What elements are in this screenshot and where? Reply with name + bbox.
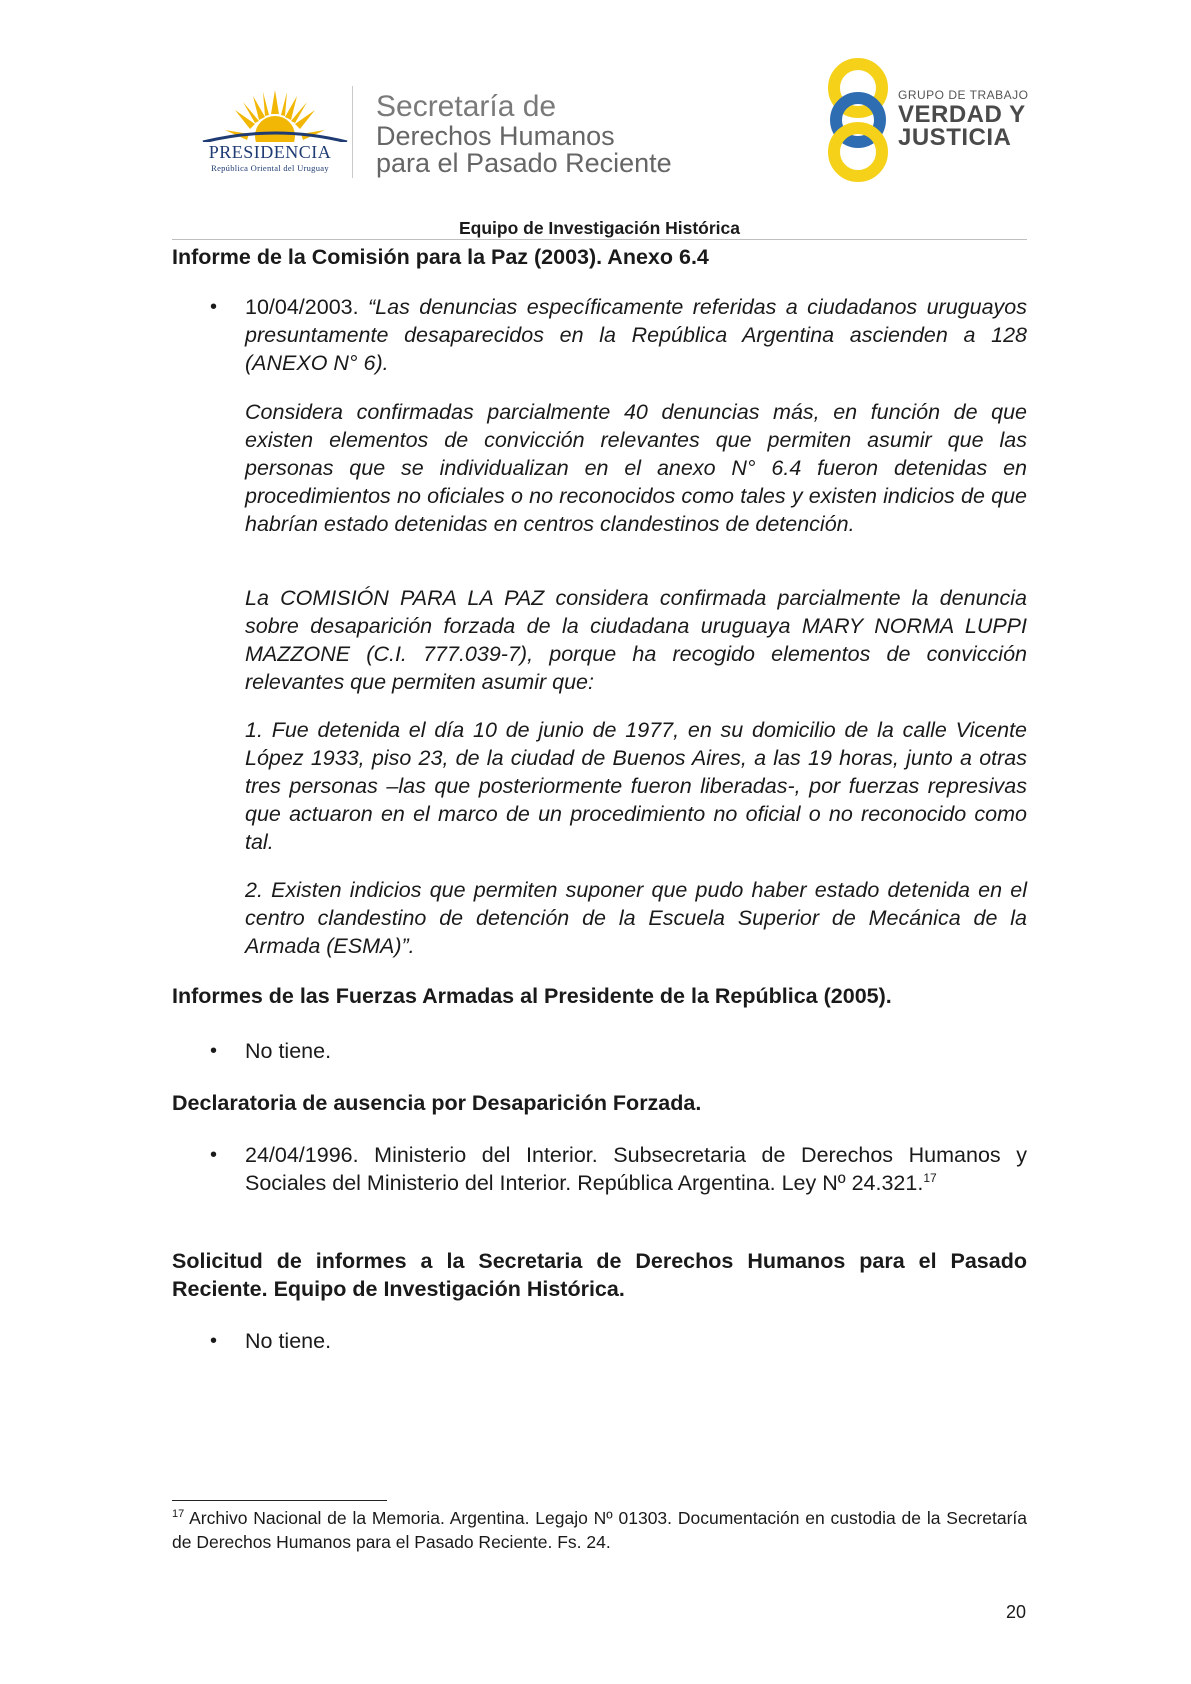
bullet-paragraph: No tiene.	[245, 1039, 332, 1063]
bullet-date: 10/04/2003.	[245, 295, 369, 319]
section-heading: Declaratoria de ausencia por Desaparición Forzada.	[172, 1091, 702, 1115]
footnote-separator	[172, 1500, 387, 1501]
bullet-paragraph	[245, 293, 1027, 377]
quote-paragraph: 1. Fue detenida el día 10 de junio de 1977, en su domicilio de la calle Vicente López 1933, piso 23, de la ciudad de Buenos Aires, a las 19 horas, junto a otras tres personas –las que posteriormente fueron liberadas-, por fuerzas represivas que actuaron en el marco de un procedimiento no oficial o no reconocido como tal.	[245, 718, 1027, 854]
bullet-text: 24/04/1996. Ministerio del Interior. Subsecretaria de Derechos Humanos y Sociales del Ministerio del Interior. República Argentina. Ley Nº 24.321.	[245, 1143, 1027, 1195]
quote-paragraph: Considera confirmadas parcialmente 40 denuncias más, en función de que existen elementos de convicción relevantes que permiten asumir que las personas que se individualizan en el anexo N° 6.4 fueron detenidas en procedimientos no oficiales o no reconocidos como tales y existen indicios de que habrían estado detenidas en centros clandestinos de detención.	[245, 400, 1027, 536]
team-header: Equipo de Investigación Histórica	[458, 218, 741, 238]
presidencia-wordmark: PRESIDENCIA	[208, 142, 332, 162]
page-number: 20	[1006, 1602, 1027, 1622]
verdad-justicia-rings-logo	[822, 56, 894, 182]
section-heading: Solicitud de informes a la Secretaria de Derechos Humanos para el Pasado Reciente. Equipo de Investigación Histórica.	[172, 1249, 1027, 1301]
header-divider	[352, 86, 353, 178]
quote-text: “Las denuncias específicamente referidas a ciudadanos uruguayos presuntamente desaparecidos en la República Argentina ascienden a 128 (ANEXO N° 6).	[245, 295, 1027, 375]
quote-paragraph: La COMISIÓN PARA LA PAZ considera confirmada parcialmente la denuncia sobre desaparición forzada de la ciudadana uruguaya MARY NORMA LUPPI MAZZONE (C.I. 777.039-7), porque ha recogido elementos de convicción relevantes que permiten asumir que:	[245, 586, 1027, 694]
footnote-reference[interactable]: 17	[923, 1170, 937, 1185]
secretaria-line-2: Derechos Humanos	[376, 121, 615, 151]
bullet-paragraph	[245, 1141, 1027, 1197]
presidencia-subtitle: República Oriental del Uruguay	[211, 163, 329, 173]
grupo-trabajo-label: GRUPO DE TRABAJO	[898, 88, 1029, 102]
bullet-marker: •	[210, 1144, 218, 1166]
secretaria-line-3: para el Pasado Reciente	[376, 148, 672, 178]
section-heading: Informe de la Comisión para la Paz (2003). Anexo 6.4	[172, 245, 709, 269]
verdad-label: VERDAD Y	[898, 101, 1026, 128]
section-heading: Informes de las Fuerzas Armadas al Presidente de la República (2005).	[172, 984, 892, 1008]
header-rule	[172, 239, 1027, 240]
bullet-marker: •	[210, 296, 218, 318]
secretaria-line-1: Secretaría de	[376, 90, 557, 123]
bullet-paragraph: No tiene.	[245, 1329, 332, 1353]
justicia-label: JUSTICIA	[898, 124, 1012, 151]
bullet-marker: •	[210, 1040, 218, 1062]
bullet-marker: •	[210, 1330, 218, 1352]
quote-paragraph: 2. Existen indicios que permiten suponer que pudo haber estado detenida en el centro clandestino de detención de la Escuela Superior de Mecánica de la Armada (ESMA)”.	[245, 878, 1027, 958]
footnote-text: Archivo Nacional de la Memoria. Argentina. Legajo Nº 01303. Documentación en custodia de la Secretaría de Derechos Humanos para el Pasado Reciente. Fs. 24.	[172, 1508, 1027, 1552]
footnote-number: 17	[172, 1508, 185, 1521]
footnote	[172, 1506, 1027, 1554]
